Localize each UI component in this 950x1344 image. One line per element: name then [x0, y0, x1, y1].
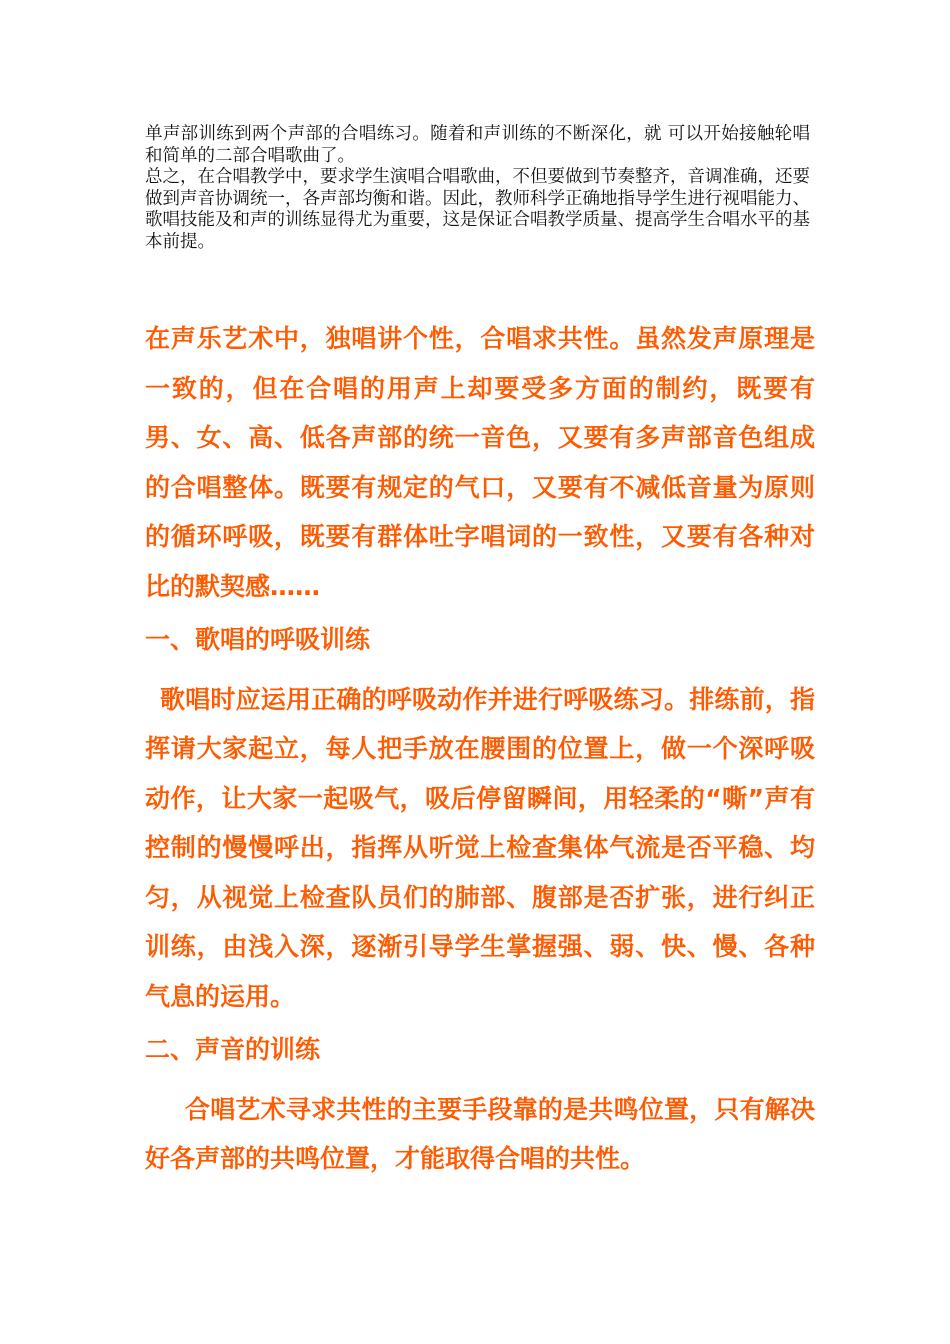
- intro-text-block: [145, 124, 810, 253]
- section-body-breathing: 歌唱时应运用正确的呼吸动作并进行呼吸练习。排练前，指挥请大家起立，每人把手放在腰围的位置上，做一个深呼吸动作，让大家一起吸气，吸后停留瞬间，用轻柔的“嘶”声有控制的慢慢呼出，指挥从听觉上检查集体气流是否平稳、均匀，从视觉上检查队员们的肺部、腹部是否扩张，进行纠正训练，由浅入深，逐渐引导学生掌握强、弱、快、慢、各种气息的运用。: [145, 684, 815, 1011]
- section-heading-breathing: 一、歌唱的呼吸训练: [145, 625, 371, 654]
- section-body-voice: 合唱艺术寻求共性的主要手段靠的是共鸣位置，只有解决好各声部的共鸣位置，才能取得合唱的共性。: [145, 1094, 815, 1173]
- intro-paragraph-2: 总之，在合唱教学中，要求学生演唱合唱歌曲，不但要做到节奏整齐，音调准确，还要做到声音协调统一，各声部均衡和谐。因此，教师科学正确地指导学生进行视唱能力、歌唱技能及和声的训练显得尤为重要，这是保证合唱教学质量、提高学生合唱水平的基本前提。: [145, 167, 810, 252]
- highlighted-text-block: [145, 314, 815, 1184]
- lead-paragraph: 在声乐艺术中，独唱讲个性，合唱求共性。虽然发声原理是一致的，但在合唱的用声上却要受多方面的制约，既要有男、女、高、低各声部的统一音色，又要有多声部音色组成的合唱整体。既要有规定的气口，又要有不减低音量为原则的循环呼吸，既要有群体吐字唱词的一致性，又要有各种对比的默契感……: [145, 324, 815, 601]
- intro-paragraph-1: 单声部训练到两个声部的合唱练习。随着和声训练的不断深化，就 可以开始接触轮唱和简单的二部合唱歌曲了。: [145, 124, 810, 166]
- section-heading-voice: 二、声音的训练: [145, 1035, 321, 1064]
